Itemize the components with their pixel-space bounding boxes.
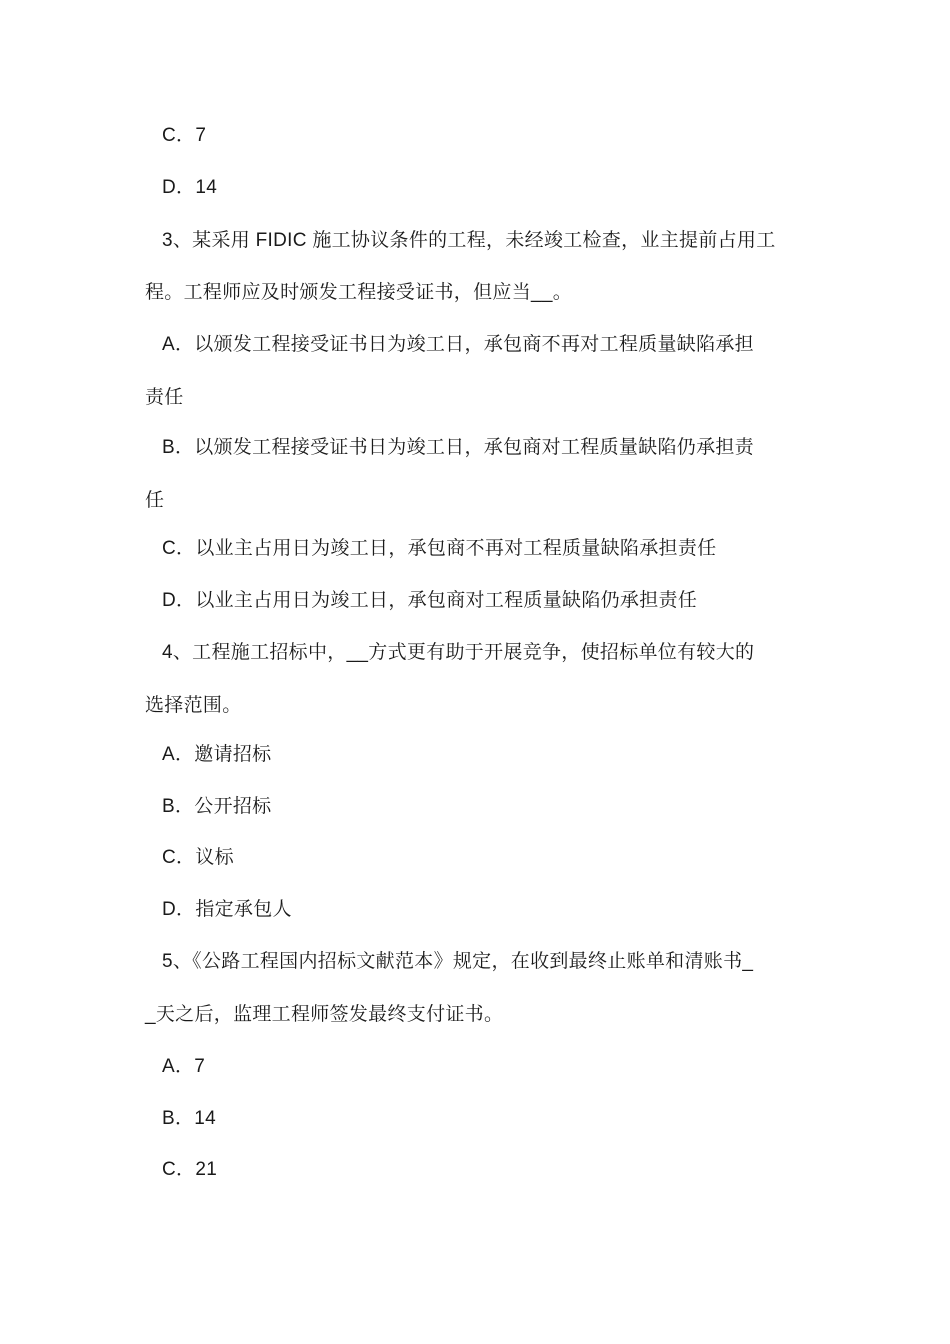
q4-option-a: A．邀请招标 <box>162 744 272 765</box>
q3-option-c: C．以业主占用日为竣工日，承包商不再对工程质量缺陷承担责任 <box>162 538 717 559</box>
q4-option-c: C．议标 <box>162 847 234 868</box>
q5-stem-line1: 5、《公路工程国内招标文献范本》规定，在收到最终止账单和清账书_ <box>162 951 754 972</box>
q3-option-a-line2: 责任 <box>145 387 184 408</box>
q5-option-a: A．7 <box>162 1056 206 1077</box>
q3-option-b-line2: 任 <box>145 490 165 511</box>
q5-option-c: C．21 <box>162 1159 218 1180</box>
q3-option-b-line1: B．以颁发工程接受证书日为竣工日，承包商对工程质量缺陷仍承担责 <box>162 437 754 458</box>
q3-option-a-line1: A．以颁发工程接受证书日为竣工日，承包商不再对工程质量缺陷承担 <box>162 334 754 355</box>
q4-stem-line2: 选择范围。 <box>145 695 242 716</box>
q4-option-b: B．公开招标 <box>162 796 272 817</box>
q2-option-d: D．14 <box>162 177 218 198</box>
q3-option-d: D．以业主占用日为竣工日，承包商对工程质量缺陷仍承担责任 <box>162 590 698 611</box>
q3-stem-line2: 程。工程师应及时颁发工程接受证书，但应当__。 <box>145 282 573 303</box>
q2-option-c: C．7 <box>162 125 207 146</box>
q5-stem-line2: _天之后，监理工程师签发最终支付证书。 <box>145 1004 504 1025</box>
q4-option-d: D．指定承包人 <box>162 899 292 920</box>
q5-option-b: B．14 <box>162 1108 217 1129</box>
q3-stem-line1: 3、某采用 FIDIC 施工协议条件的工程，未经竣工检查，业主提前占用工 <box>162 230 776 251</box>
q4-stem-line1: 4、工程施工招标中，__方式更有助于开展竞争，使招标单位有较大的 <box>162 642 755 663</box>
